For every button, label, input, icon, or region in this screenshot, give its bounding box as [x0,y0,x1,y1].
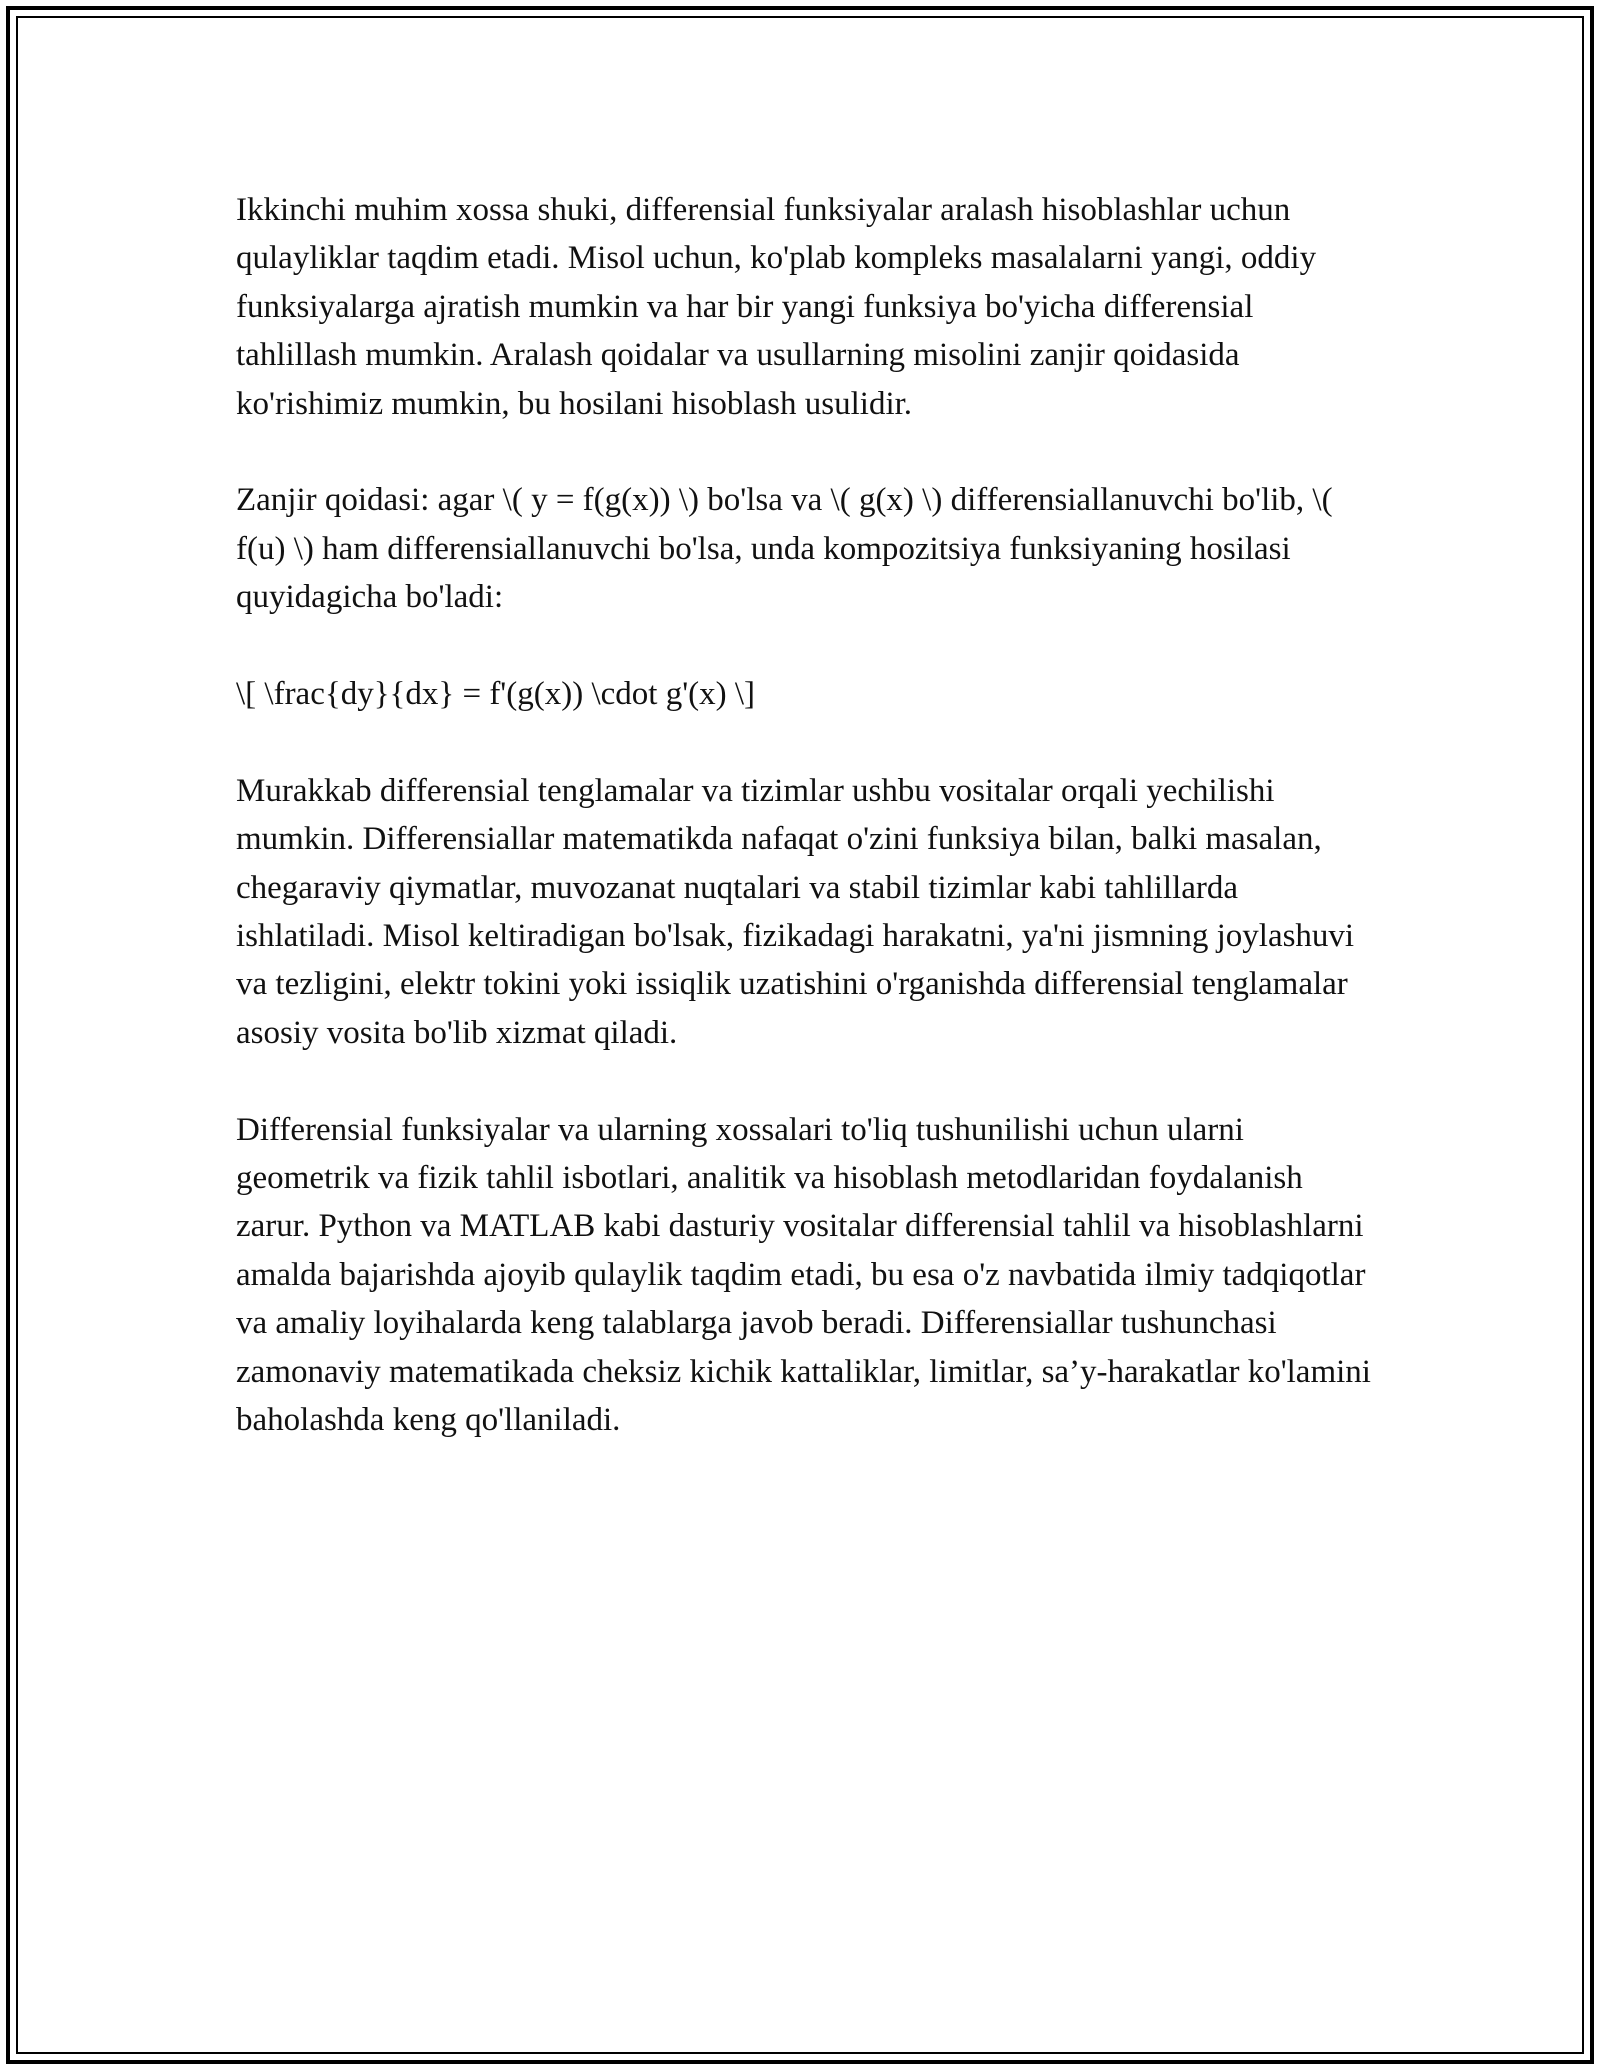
paragraph-intro: Ikkinchi muhim xossa shuki, differensial funksiyalar aralash hisoblashlar uchun qulayliklar taqdim etadi. Misol uchun, ko'plab kompleks masalalarni yangi, oddiy funksiyalarga ajratish mumkin va har bir yangi funksiya bo'yicha differensial tahlillash mumkin. Aralash qoidalar va usullarning misolini zanjir qoidasida ko'rishimiz mumkin, bu hosilani hisoblash usulidir. [236,192,1317,422]
paragraph-conclusion: Differensial funksiyalar va ularning xossalari to'liq tushunilishi uchun ularni geometrik va fizik tahlil isbotlari, analitik va hisoblash metodlaridan foydalanish zarur. Python va MATLAB kabi dasturiy vositalar differensial tahlil va hisoblashlarni amalda bajarishda ajoyib qulaylik taqdim etadi, bu esa o'z navbatida ilmiy tadqiqotlar va amaliy loyihalarda keng talablarga javob beradi. Differensiallar tushunchasi zamonaviy matematikada cheksiz kichik kattaliklar, limitlar, sa’y-harakatlar ko'lamini baholashda keng qo'llaniladi. [236,1111,1371,1439]
formula-chain-rule: \[ \frac{dy}{dx} = f'(g(x)) \cdot g'(x) \] [236,676,756,713]
paragraph-applications: Murakkab differensial tenglamalar va tizimlar ushbu vositalar orqali yechilishi mumkin. Differensiallar matematikda nafaqat o'zini funksiya bilan, balki masalan, chegaraviy qiymatlar, muvozanat nuqtalari va stabil tizimlar kabi tahlillarda ishlatiladi. Misol keltiradigan bo'lsak, fizikadagi harakatni, ya'ni jismning joylashuvi va tezligini, elektr tokini yoki issiqlik uzatishini o'rganishda differensial tenglamalar asosiy vosita bo'lib xizmat qiladi. [236,772,1355,1051]
document-body [236,186,1376,1493]
paragraph-chain-rule: Zanjir qoidasi: agar \( y = f(g(x)) \) bo'lsa va \( g(x) \) differensiallanuvchi bo'lib, \( f(u) \) ham differensiallanuvchi bo'lsa, unda kompozitsiya funksiyaning hosilasi quyidagicha bo'ladi: [236,482,1333,616]
